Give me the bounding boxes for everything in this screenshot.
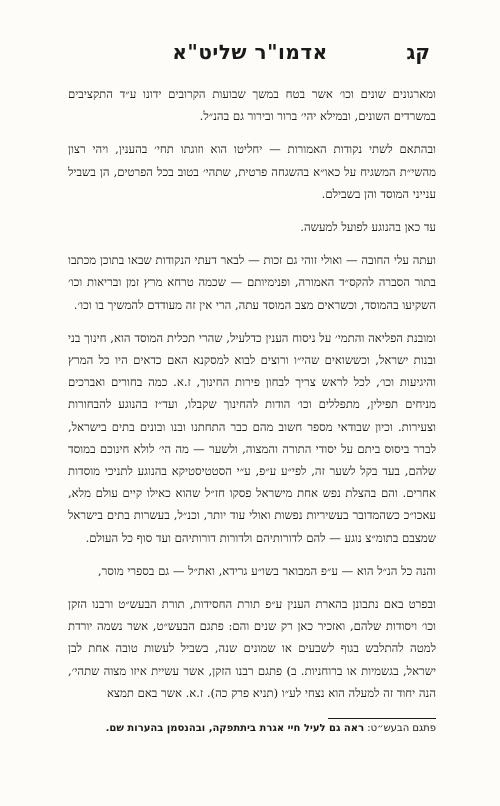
paragraph: ומובנת הפליאה והתמי׳ על ניסוח הענין כדלעיל, שהרי תכלית המוסד הוא, חינוך בני ובנות ישראל, וכששואים שהי״ו ורוצים לבוא למסקנא האם כדאים היו כל המרץ והיגיעות וכו׳, לכל לראש צריך לבחון פירות החינוך, ז.א. כמה בחורים ואברכים מניחים תפילין, מתפללים וכו׳ הודות להחינוך שקבלו, ועד״ז בהנוגע להבחורות וצעירות. וכיון שבודאי מספר חשוב מהם כבר התחתנו ובנו ובונים בתים בישראל, לברר ביסוס ביתם על יסודי התורה והמצוה, ולשער — מה הי׳ לולא חינוכם במוסד שלהם, בעד בקל לשער זה, לפי״ע ע״פ, ע״י הסטטיסטיקא בהנוגע לתניכי מוסדות אחרים. והם בהצלת נפש אחת מישראל פסקו חז״ל שהוא כאילו קיים עולם מלא, עאכו״כ כשהמדובר בעשיריות נפשות ואולי עוד יותר, וכנ״ל, בעשרות בתים בישראל שמצבם בתומ״צ נוגע — להם לדורותיהם ולדורות דורותיהם ועד סוף כל העולם. — [68, 330, 436, 545]
page-number: קג — [406, 40, 430, 64]
body-text — [68, 83, 436, 715]
footnote-divider — [328, 718, 436, 719]
paragraph: ובפרט באם נתבונן בהארת הענין ע״פ תורת החסידות, תורת הבעש״ט ורבנו הזקן וכו׳ ויסודות שלהם, ואזכיר כאן רק שנים והם: פתגם הבעש״ט, אשר נשמה יורדת למטה להתלבש בגוף לשבעים או שמונים שנה, בשביל לעשות טובה אחת לבן ישראל, בגשמיות או ברוחניות. ב) פתגם רבנו הזקן, אשר עשיית איזו מצוה שתהי׳, הנה יחוד זה למעלה הוא נצחי לע״ו (תניא פרק כה). ז.א. אשר באם תמצא — [68, 597, 436, 700]
paragraph: עד כאן בהנוגע לפועל למעשה. — [300, 220, 436, 235]
paragraph: ומארגונים שונים וכו׳ אשר בטח במשך שבועות הקרובים ידונו ע״ד התקציבים במשרדים השונים, ובמילא יהי׳ ברור ובירור גם בהנ״ל. — [68, 87, 436, 124]
footnote-text: ראה גם לעיל חיי אגרת ביתתפקה, ובהנסמן בהערות שם. — [105, 723, 365, 734]
footnote-lead: פתגם הבעש״ט: — [364, 723, 436, 734]
page-header — [70, 40, 430, 70]
running-title: אדמו"ר שליט"א — [172, 40, 328, 64]
paragraph: ועתה עלי החובה — ואולי זוהי גם זכות — לבאר דעתי הנקודות שבאו בתוכן מכתבו בתור הסברה להקס״ד האמורה, ופנימיותם — שכמה טרחא מרץ זמן ובריאות וכו׳ השקיעו בהמוסד, וכשראים מצב המוסד עתה, הרי אין זה מעודדם להמשיך בו וכו׳. — [68, 253, 436, 312]
paragraph: והנה כל הנ״ל הוא — ע״פ המבואר בשו״ע גרידא, ואת״ל — גם בספרי מוסר, — [97, 563, 436, 578]
footnote — [68, 722, 436, 736]
paragraph: ובהתאם לשתי נקודות האמורות — יחליטו הוא וזוגתו תחי׳ בהענין, ויהי רצון מהשי״ת המשגיח על כאו״א בהשגחה פרטית, שתהי׳ בטוב בכל הפרטים, הן בשביל ענייני המוסד והן בשבילם. — [68, 142, 436, 201]
